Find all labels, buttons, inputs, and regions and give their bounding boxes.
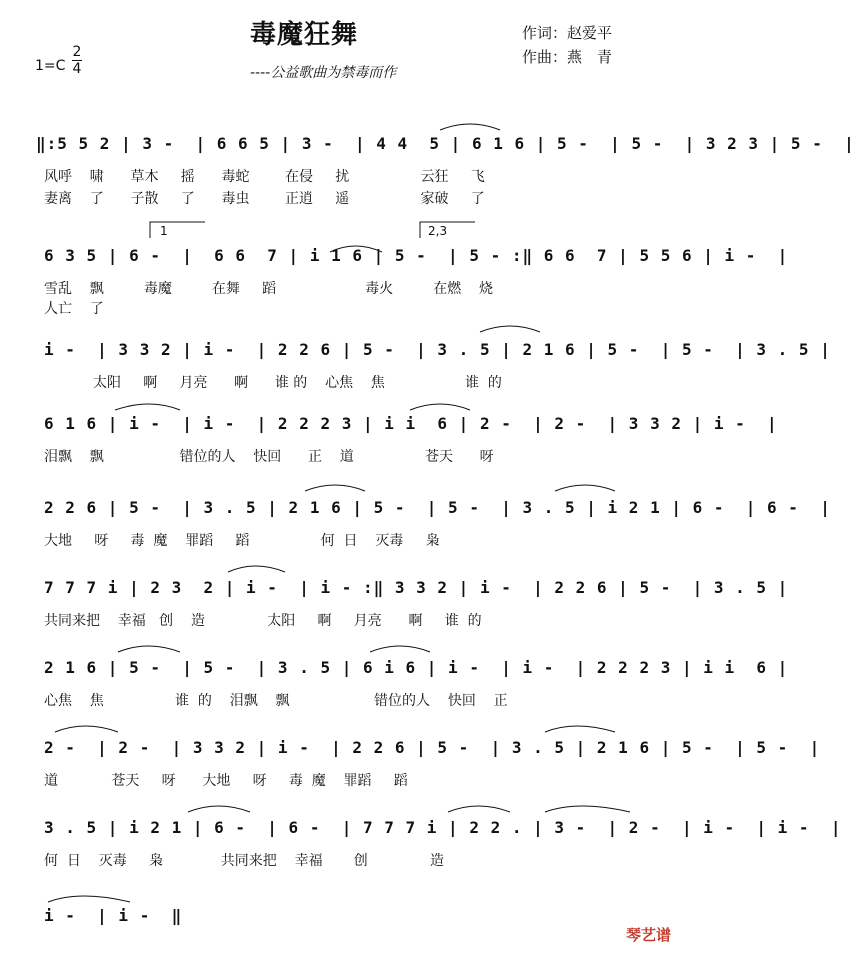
lyrics-row-3: 太阳 啊 月亮 啊 谁 的 心焦 焦 谁 的 [44, 375, 502, 391]
tie-mark [305, 485, 365, 491]
tie-mark [118, 646, 180, 652]
notation-row-9: 3 . 5 | i 2 1 | 6 - | 6 - | 7 7 7 i | 2 2 . | 3 - | 2 - | i - | i - | [44, 818, 842, 837]
lyrics-row-7: 心焦 焦 谁 的 泪飘 飘 错位的人 快回 正 [44, 693, 508, 709]
notation-row-6: 7 7 7 i | 2 3 2 | i - | i - :‖ 3 3 2 | i - | 2 2 6 | 5 - | 3 . 5 | [44, 578, 789, 597]
time-signature-bottom: 4 [72, 61, 82, 77]
tie-mark [228, 566, 285, 572]
tie-mark [480, 326, 540, 332]
time-signature-top: 2 [72, 44, 82, 60]
composer-credit: 作曲：燕 青 [522, 48, 613, 66]
notation-row-3: i - | 3 3 2 | i - | 2 2 6 | 5 - | 3 . 5 | 2 1 6 | 5 - | 5 - | 3 . 5 | [44, 340, 831, 359]
lyrics-row-9: 何 日 灭毒 枭 共同来把 幸福 创 造 [44, 853, 445, 869]
volta-1-bracket [150, 222, 205, 238]
tie-mark [188, 806, 250, 812]
lyrics-row-1-verse-1: 风呼 啸 草木 摇 毒蛇 在侵 扰 云狂 飞 [44, 169, 485, 185]
notation-row-1: ‖:5 5 2 | 3 - | 6 6 5 | 3 - | 4 4 5 | 6 1 6 | 5 - | 5 - | 3 2 3 | 5 - | [36, 134, 855, 153]
lyrics-row-4: 泪飘 飘 错位的人 快回 正 道 苍天 呀 [44, 449, 494, 465]
tie-mark [115, 404, 180, 410]
watermark-logo: 琴艺谱 [625, 926, 671, 944]
tie-mark [370, 646, 430, 652]
notation-row-10: i - | i - ‖ [44, 906, 183, 925]
tie-mark [440, 124, 500, 130]
song-subtitle: ----公益歌曲为禁毒而作 [250, 65, 397, 81]
lyrics-row-8: 道 苍天 呀 大地 呀 毒 魔 罪蹈 蹈 [44, 773, 408, 789]
key-signature: 1=C [35, 58, 66, 74]
tie-mark [55, 726, 118, 732]
lyrics-row-1-verse-2: 妻离 了 子散 了 毒虫 正逍 遥 家破 了 [44, 191, 485, 207]
notation-row-4: 6 1 6 | i - | i - | 2 2 2 3 | i i 6 | 2 - | 2 - | 3 3 2 | i - | [44, 414, 778, 433]
lyrics-row-6: 共同来把 幸福 创 造 太阳 啊 月亮 啊 谁 的 [44, 613, 482, 629]
lyrics-row-2-verse-1: 雪乱 飘 毒魔 在舞 蹈 毒火 在燃 烧 [44, 281, 494, 297]
volta-1-label: 1 [160, 224, 168, 238]
tie-mark [448, 806, 510, 812]
lyricist-credit: 作词：赵爱平 [522, 24, 613, 42]
notation-row-2: 6 3 5 | 6 - | 6 6 7 | i 1 6 | 5 - | 5 - :‖ 6 6 7 | 5 5 6 | i - | [44, 246, 789, 265]
notation-row-7: 2 1 6 | 5 - | 5 - | 3 . 5 | 6 i 6 | i - | i - | 2 2 2 3 | i i 6 | [44, 658, 789, 677]
song-title: 毒魔狂舞 [250, 20, 359, 50]
tie-mark [410, 404, 470, 410]
volta-2-label: 2,3 [428, 224, 448, 238]
tie-mark [545, 726, 615, 732]
tie-mark [545, 806, 630, 812]
notation-row-5: 2 2 6 | 5 - | 3 . 5 | 2 1 6 | 5 - | 5 - | 3 . 5 | i 2 1 | 6 - | 6 - | [44, 498, 831, 517]
tie-mark [48, 896, 130, 902]
tie-mark [555, 485, 615, 491]
lyrics-row-2-verse-2: 人亡 了 [44, 301, 104, 317]
lyrics-row-5: 大地 呀 毒 魔 罪蹈 蹈 何 日 灭毒 枭 [44, 533, 440, 549]
notation-row-8: 2 - | 2 - | 3 3 2 | i - | 2 2 6 | 5 - | 3 . 5 | 2 1 6 | 5 - | 5 - | [44, 738, 821, 757]
